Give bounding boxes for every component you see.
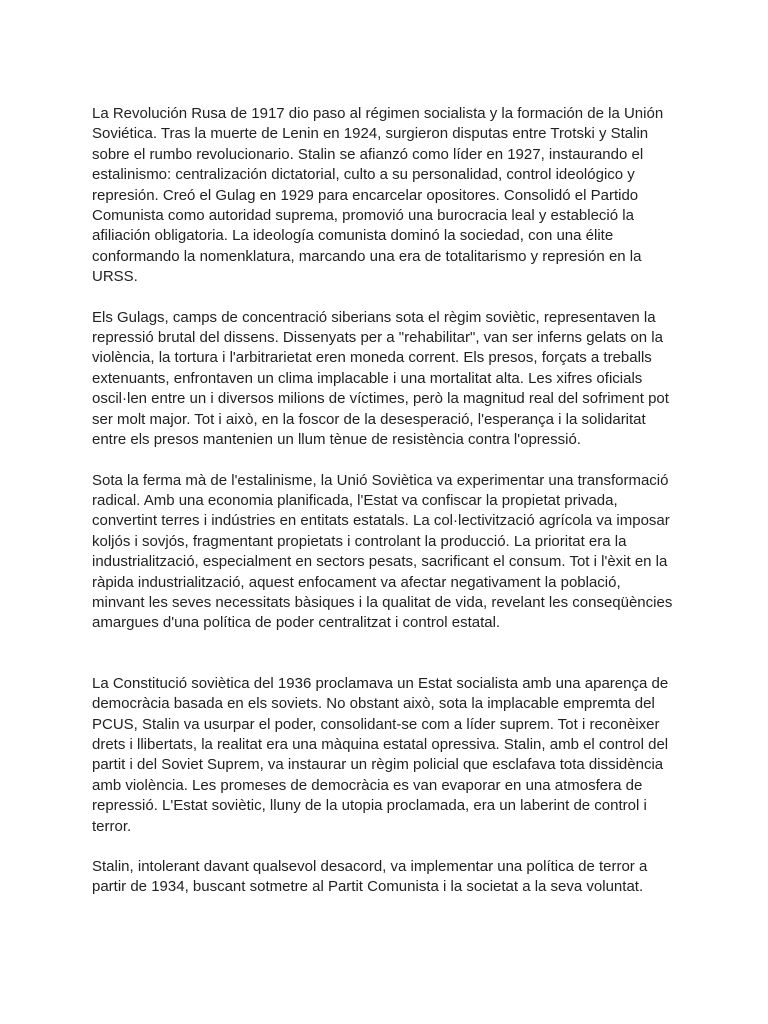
paragraph-terror-policy: Stalin, intolerant davant qualsevol desacord, va implementar una política de terror a partir de 1934, buscant sotmetre al Partit Comunista i la societat a la seva voluntat. xyxy=(92,858,648,896)
paragraph-russian-revolution: La Revolución Rusa de 1917 dio paso al régimen socialista y la formación de la Unión Soviética. Tras la muerte de Lenin en 1924, surgieron disputas entre Trotski y Stalin sobre el rumbo revolucionario. Stalin se afianzó como líder en 1927, instaurando el estalinismo: centralización dictatorial, culto a su personalidad, control ideológico y represión. Creó el Gulag en 1929 para encarcelar opositores. Consolidó el Partido Comunista como autoridad suprema, promovió una burocracia leal y estableció la afiliación obligatoria. La ideología comunista dominó la sociedad, con una élite conformando la nomenklatura, marcando una era de totalitarismo y represión en la URSS. xyxy=(92,105,664,286)
paragraph-spacer xyxy=(92,288,676,308)
paragraph-spacer xyxy=(92,634,676,674)
paragraph-gulags: Els Gulags, camps de concentració siberians sota el règim soviètic, representaven la repressió brutal del dissens. Dissenyats per a "rehabilitar", van ser inferns gelats on la violència, la tortura i l'arbitrarietat eren moneda corrent. Els presos, forçats a treballs extenuants, enfrontaven un clima implacable i una mortalitat alta. Les xifres oficials oscil·len entre un i diversos milions de víctimes, però la magnitud real del sofriment pot ser molt major. Tot i això, en la foscor de la desesperació, l'esperança i la solidaritat entre els presos mantenien un llum tènue de resistència contra l'opressió. xyxy=(92,308,669,449)
paragraph-spacer xyxy=(92,837,676,857)
paragraph-spacer xyxy=(92,451,676,471)
paragraph-stalinist-economy: Sota la ferma mà de l'estalinisme, la Unió Soviètica va experimentar una transformació radical. Amb una economia planificada, l'Estat va confiscar la propietat privada, convertint terres i indústries en entitats estatals. La col·lectivització agrícola va imposar koljós i sovjós, fragmentant propietats i controlant la producció. La prioritat era la industrialització, especialment en sectors pesats, sacrificant el consum. Tot i l'èxit en la ràpida industrialització, aquest enfocament va afectar negativament la població, minvant les seves necessitats bàsiques i la qualitat de vida, revelant les conseqüències amargues d'una política de poder centralitzat i control estatal. xyxy=(92,471,673,632)
paragraph-1936-constitution: La Constitució soviètica del 1936 proclamava un Estat socialista amb una aparença de democràcia basada en els soviets. No obstant això, sota la implacable empremta del PCUS, Stalin va usurpar el poder, consolidant-se com a líder suprem. Tot i reconèixer drets i llibertats, la realitat era una màquina estatal opressiva. Stalin, amb el control del partit i del Soviet Suprem, va instaurar un règim policial que esclafava tota dissidència amb violència. Les promeses de democràcia es van evaporar en una atmosfera de repressió. L'Estat soviètic, lluny de la utopia proclamada, era un laberint de control i terror. xyxy=(92,674,669,835)
